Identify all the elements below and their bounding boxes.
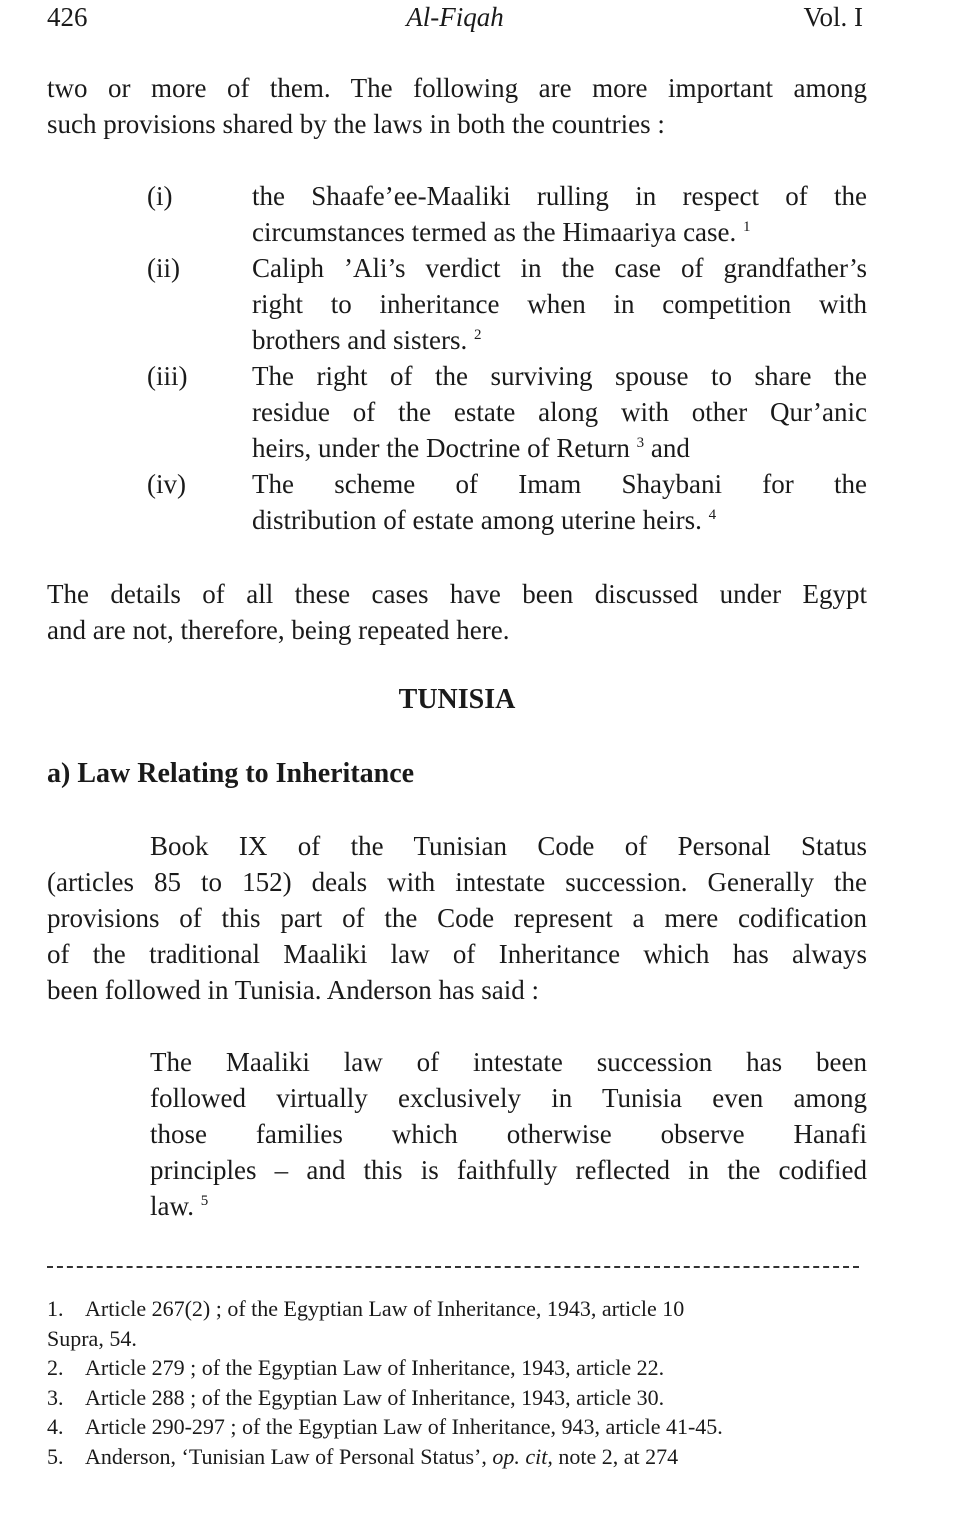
section-heading: TUNISIA [398,684,516,715]
text-line: The details of all these cases have been discussed under Egypt [47,579,867,609]
list-item [147,178,867,250]
footnote: 1. Article 267(2) ; of the Egyptian Law of Inheritance, 1943, article 10 [47,1296,685,1321]
text-line: The scheme of Imam Shaybani for the [252,469,867,499]
list-item [147,250,867,358]
list-number: (iii) [147,361,188,391]
details-paragraph [47,576,867,648]
text-line: right to inheritance when in competition with [252,289,867,319]
volume-label: Vol. I [803,2,863,32]
text-line: The right of the surviving spouse to share the [252,361,867,391]
text-line: The Maaliki law of intestate succession has been [150,1047,867,1077]
text-line: principles – and this is faithfully reflected in the codified [150,1155,867,1185]
text-line: (articles 85 to 152) deals with intestate succession. Generally the [47,867,867,897]
footnote: 5. Anderson, ‘Tunisian Law of Personal Status’, op. cit, note 2, at 274 [47,1443,679,1469]
intro-paragraph [47,70,867,142]
text-line: provisions of this part of the Code represent a mere codification [47,903,867,933]
text-line: heirs, under the Doctrine of Return $^3$ and [252,433,690,463]
list-item [147,358,867,466]
block-quote [150,1044,867,1224]
text-line: Caliph ’Ali’s verdict in the case of grandfather’s [252,253,867,283]
footnote-ref: 3 [636,435,645,451]
text-line: and are not, therefore, being repeated here. [47,615,510,645]
list-number: (i) [147,181,173,211]
text-line: brothers and sisters. $^2$ [252,325,482,355]
text-line: been followed in Tunisia. Anderson has said : [47,975,539,1005]
text-line: the Shaafe’ee-Maaliki rulling in respect of the [252,181,867,211]
running-header [47,0,863,36]
text-line: followed virtually exclusively in Tunisia even among [150,1083,867,1113]
running-title: Al-Fiqah [406,2,504,32]
list-item [147,466,867,538]
list-number: (iv) [147,469,186,499]
subsection-heading: a) Law Relating to Inheritance [47,758,415,789]
body-paragraph [47,828,867,1008]
text-line: residue of the estate along with other Qur’anic [252,397,867,427]
text-line: such provisions shared by the laws in both the countries : [47,109,665,139]
footnote: 4. Article 290-297 ; of the Egyptian Law of Inheritance, 943, article 41-45. [47,1414,723,1439]
text-line: of the traditional Maaliki law of Inheritance which has always [47,939,867,969]
footnote-ref: 5 [200,1193,209,1209]
footnote-ref: 2 [473,327,482,343]
text-line: distribution of estate among uterine heirs. $^4$ [252,505,717,535]
footnote: 3. Article 288 ; of the Egyptian Law of Inheritance, 1943, article 30. [47,1384,665,1410]
list-number: (ii) [147,253,180,283]
text-line: circumstances termed as the Himaariya case. $^1$ [252,217,751,247]
footnote-separator [47,1266,859,1268]
footnote-continuation: Supra, 54. [47,1325,137,1351]
footnote-ref: 1 [743,219,751,235]
footnotes [47,1294,869,1471]
provisions-list [147,178,867,538]
page-number: 426 [47,2,88,32]
text-line: Book IX of the Tunisian Code of Personal Status [150,831,867,861]
text-line: those families which otherwise observe Hanafi [150,1119,867,1149]
text-line: law. $^5$ [150,1191,209,1221]
text-line: two or more of them. The following are more important among [47,73,867,103]
footnote-ref: 4 [708,507,717,523]
footnote: 2. Article 279 ; of the Egyptian Law of Inheritance, 1943, article 22. [47,1355,665,1380]
